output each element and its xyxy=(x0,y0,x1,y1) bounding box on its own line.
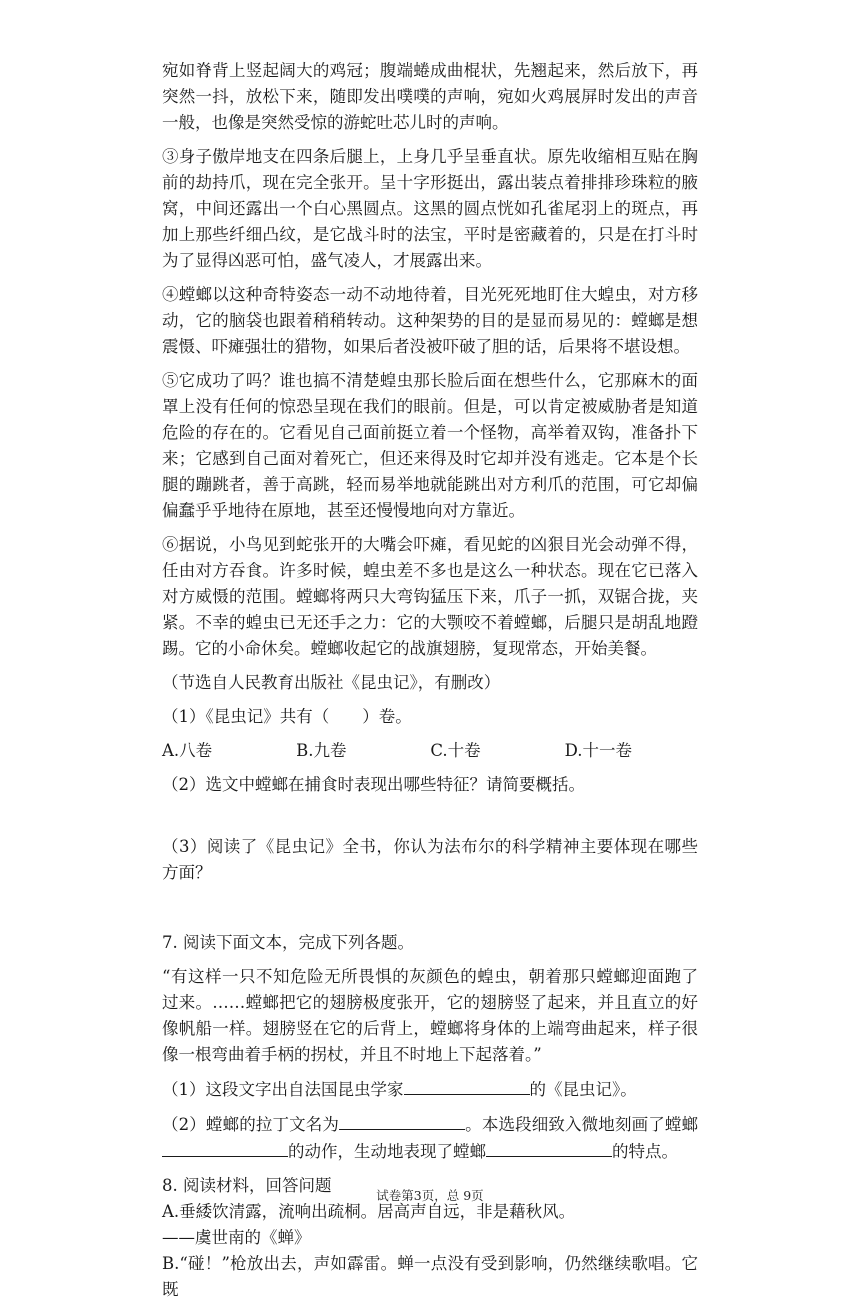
q6-sub2: （2）选文中螳螂在捕食时表现出哪些特征？请简要概括。 xyxy=(162,775,585,794)
q8-material-b: B.“碰！”枪放出去，声如霹雷。蝉一点没有受到影响，仍然继续歌唱。它既 xyxy=(162,1254,698,1299)
choice-b[interactable]: B.九卷 xyxy=(296,741,347,760)
answer-space[interactable] xyxy=(162,886,698,922)
fill-blank[interactable] xyxy=(486,1138,612,1157)
q6-choices xyxy=(162,738,632,764)
passage-source: （节选自人民教育出版社《昆虫记》，有删改） xyxy=(162,673,501,692)
fill-blank[interactable] xyxy=(404,1076,530,1095)
answer-space[interactable] xyxy=(162,798,698,826)
q8-material-a-author: ——虞世南的《蝉》 xyxy=(162,1228,311,1247)
choice-d[interactable]: D.十一卷 xyxy=(564,741,632,760)
fill-blank[interactable] xyxy=(339,1111,465,1130)
q6-sub1: （1）《昆虫记》共有（ ）卷。 xyxy=(162,707,412,726)
page-footer: 试卷第3页，总 9页 xyxy=(376,1188,484,1203)
choice-a[interactable]: A.八卷 xyxy=(162,741,213,760)
passage-paragraph-3: ③身子傲岸地支在四条后腿上，上身几乎呈垂直状。原先收缩相互贴在胸前的劫持爪，现在完全张开。呈十字形挺出，露出装点着排排珍珠粒的腋窝，中间还露出一个白心黑圆点。这黑的圆点恍如孔雀尾羽上的斑点，再加上那些纤细凸纹，是它战斗时的法宝，平时是密藏着的，只是在打斗时为了显得凶恶可怕，盛气凌人，才展露出来。 xyxy=(162,147,698,270)
fill-blank[interactable] xyxy=(162,1138,288,1157)
q7-quote: “有这样一只不知危险无所畏惧的灰颜色的蝗虫，朝着那只螳螂迎面跑了过来。……螳螂把它的翅膀极度张开，它的翅膀竖了起来，并且直立的好像帆船一样。翅膀竖在它的后背上，螳螂将身体的上端弯曲起来，样子很像一根弯曲着手柄的拐杖，并且不时地上下起落着。” xyxy=(162,967,698,1064)
q8-title: 8. 阅读材料，回答问题 xyxy=(162,1176,332,1195)
passage-paragraph-5: ⑤它成功了吗？谁也搞不清楚蝗虫那长脸后面在想些什么，它那麻木的面罩上没有任何的惊恐呈现在我们的眼前。但是，可以肯定被威胁者是知道危险的存在的。它看见自己面前挺立着一个怪物，高举着双钩，准备扑下来；它感到自己面对着死亡，但还来得及时它却并没有逃走。它本是个长腿的蹦跳者，善于高跳，轻而易举地就能跳出对方利爪的范围，可它却偏偏蠢乎乎地待在原地，甚至还慢慢地向对方靠近。 xyxy=(162,371,698,520)
q7-title: 7. 阅读下面文本，完成下列各题。 xyxy=(162,933,414,952)
q7-sub2: （2）螳螂的拉丁文名为 。本选段细致入微地刻画了螳螂的动作，生动地表现了螳螂 的特点。 xyxy=(162,1111,698,1165)
passage-paragraph-6: ⑥据说，小鸟见到蛇张开的大嘴会吓瘫，看见蛇的凶狠目光会动弹不得，任由对方吞食。许多时候，蝗虫差不多也是这么一种状态。现在它已落入对方威慑的范围。螳螂将两只大弯钩猛压下来，爪子一抓，双锯合拢，夹紧。不幸的蝗虫已无还手之力：它的大颚咬不着螳螂，后腿只是胡乱地蹬踢。它的小命休矣。螳螂收起它的战旗翅膀，复现常态，开始美餐。 xyxy=(162,535,698,658)
passage-paragraph-4: ④螳螂以这种奇特姿态一动不动地待着，目光死死地盯住大蝗虫，对方移动，它的脑袋也跟着稍稍转动。这种架势的目的是显而易见的：螳螂是想震慑、吓瘫强壮的猎物，如果后者没被吓破了胆的话，后果将不堪设想。 xyxy=(162,285,698,356)
q8-material-a: A.垂緌饮清露，流响出疏桐。居高声自远，非是藉秋风。 xyxy=(162,1202,576,1221)
q6-sub3: （3）阅读了《昆虫记》全书，你认为法布尔的科学精神主要体现在哪些方面？ xyxy=(162,837,698,882)
passage-paragraph-continued: 宛如脊背上竖起阔大的鸡冠；腹端蜷成曲棍状，先翘起来，然后放下，再突然一抖，放松下来，随即发出噗噗的声响，宛如火鸡展屏时发出的声音一般，也像是突然受惊的游蛇吐芯儿时的声响。 xyxy=(162,61,698,132)
choice-c[interactable]: C.十卷 xyxy=(430,741,481,760)
q7-sub1: （1）这段文字出自法国昆虫学家 的《昆虫记》。 xyxy=(162,1076,698,1103)
page-content xyxy=(162,58,698,1303)
